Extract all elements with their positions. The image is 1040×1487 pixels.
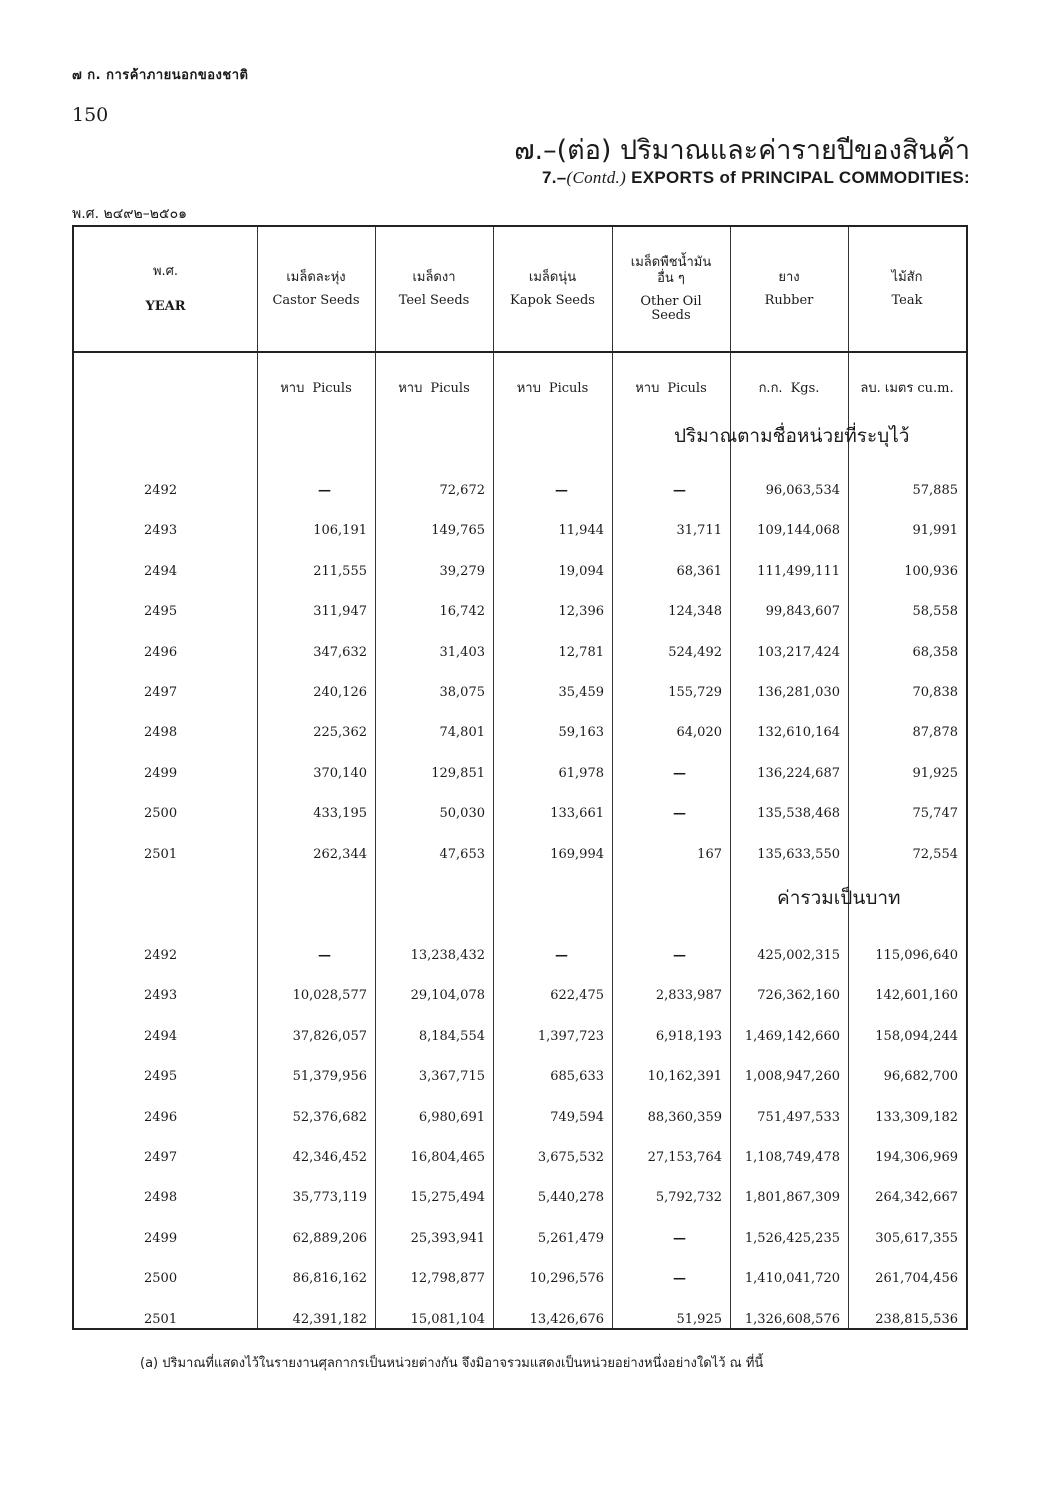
period-label: พ.ศ. ๒๔๙๒–๒๕๐๑: [72, 206, 188, 222]
value-cell: 72,554: [912, 846, 958, 862]
value-cell: 19,094: [558, 563, 604, 579]
value-cell: 99,843,607: [765, 604, 840, 620]
header-th: เมล็ดงา: [412, 270, 456, 285]
value-cell: 15,275,494: [410, 1190, 485, 1206]
table-row: [74, 1110, 966, 1130]
value-cell: 1,801,867,309: [744, 1190, 840, 1206]
value-cell: 12,781: [558, 644, 604, 660]
value-cell: 5,792,732: [655, 1190, 722, 1206]
value-cell: 111,499,111: [757, 563, 840, 579]
value-cell: 57,885: [912, 483, 958, 498]
year-cell: 2492: [144, 948, 178, 963]
value-cell: 25,393,941: [410, 1230, 485, 1246]
header-year-th: พ.ศ.: [152, 264, 179, 279]
header-en: Teak: [891, 293, 923, 308]
value-cell: 751,497,533: [757, 1109, 840, 1125]
value-cell: —: [673, 806, 686, 822]
value-cell: 39,279: [439, 563, 485, 579]
value-cell: 1,108,749,478: [744, 1150, 840, 1165]
year-cell: 2495: [144, 1069, 178, 1085]
value-cell: 37,826,057: [292, 1028, 367, 1044]
value-cell: 35,773,119: [292, 1190, 367, 1206]
value-cell: 51,379,956: [292, 1069, 367, 1085]
table-row: [74, 604, 966, 624]
unit-th: หาบ: [280, 381, 305, 396]
value-cell: 1,397,723: [537, 1028, 604, 1044]
header-en: Teel Seeds: [398, 293, 470, 308]
table-row: [74, 1190, 966, 1210]
value-cell: 96,682,700: [883, 1069, 958, 1085]
value-cell: 70,838: [912, 685, 958, 700]
value-cell: 6,980,691: [418, 1109, 485, 1125]
year-cell: 2493: [144, 988, 178, 1004]
value-cell: 16,804,465: [410, 1150, 485, 1165]
year-cell: 2498: [144, 725, 178, 741]
title-thai: ๗.–(ต่อ) ปริมาณและค่ารายปีของสินค้า: [514, 135, 970, 166]
year-cell: 2493: [144, 523, 178, 539]
header-teel-seeds: [375, 227, 493, 351]
header-th: ยาง: [778, 270, 800, 285]
value-cell: 31,403: [439, 644, 485, 660]
title-en-main: EXPORTS of PRINCIPAL COMMODITIES:: [626, 168, 970, 187]
value-cell: 52,376,682: [292, 1109, 367, 1125]
title-en-prefix: 7.–: [541, 168, 567, 187]
header-en: Castor Seeds: [272, 293, 360, 308]
unit-en: Piculs: [312, 381, 352, 396]
value-cell: 27,153,764: [647, 1150, 722, 1165]
table-row: [74, 564, 966, 584]
value-cell: 262,344: [313, 846, 367, 862]
table-row: [74, 806, 966, 826]
unit-label: [257, 377, 375, 397]
year-cell: 2498: [144, 1190, 178, 1206]
table-row: [74, 1150, 966, 1170]
year-cell: 2495: [144, 604, 178, 620]
value-cell: 240,126: [313, 685, 367, 700]
year-cell: 2494: [144, 1028, 178, 1044]
table-row: [74, 766, 966, 786]
unit-en: Piculs: [430, 381, 470, 396]
value-cell: 8,184,554: [418, 1028, 485, 1044]
value-cell: 11,944: [558, 523, 604, 539]
page-number: 150: [72, 104, 109, 126]
value-cell: 10,162,391: [647, 1069, 722, 1085]
year-cell: 2496: [144, 644, 178, 660]
value-cell: 2,833,987: [655, 988, 722, 1004]
value-cell: 425,002,315: [757, 948, 840, 963]
table-row: [74, 1271, 966, 1291]
value-cell: 129,851: [431, 765, 485, 781]
value-cell: —: [318, 948, 331, 963]
table-row: [74, 988, 966, 1008]
value-cell: 10,296,576: [529, 1271, 604, 1287]
title-english: [542, 168, 970, 188]
value-cell: 6,918,193: [655, 1028, 722, 1044]
table-row: [74, 948, 966, 968]
year-cell: 2501: [144, 1311, 178, 1327]
unit-en: Piculs: [548, 381, 589, 396]
value-cell: 347,632: [313, 644, 367, 660]
value-cell: 133,309,182: [875, 1109, 958, 1125]
value-cell: 142,601,160: [875, 988, 958, 1004]
value-cell: 58,558: [912, 604, 958, 620]
value-cell: 1,008,947,260: [744, 1069, 840, 1085]
unit-label: [730, 377, 848, 397]
value-cell: 16,742: [439, 604, 485, 620]
value-cell: 149,765: [431, 523, 485, 539]
value-cell: 136,224,687: [757, 765, 840, 781]
table-row: [74, 1029, 966, 1049]
value-cell: 38,075: [439, 685, 485, 700]
value-cell: 1,410,041,720: [744, 1271, 840, 1287]
table-row: [74, 645, 966, 665]
year-cell: 2499: [144, 1230, 178, 1246]
value-cell: 42,346,452: [292, 1150, 367, 1165]
table-row: [74, 1312, 966, 1332]
value-cell: 749,594: [550, 1109, 604, 1125]
value-cell: —: [555, 948, 568, 963]
value-cell: 50,030: [439, 806, 485, 822]
header-th: ไม้สัก: [891, 270, 923, 285]
exports-table: [72, 225, 968, 1330]
value-cell: 5,440,278: [537, 1190, 604, 1206]
value-cell: 238,815,536: [875, 1311, 958, 1327]
value-cell: 91,925: [912, 765, 958, 781]
value-cell: 59,163: [558, 725, 604, 741]
value-cell: 62,889,206: [292, 1230, 367, 1246]
title-en-contd: (Contd.): [566, 168, 627, 187]
year-cell: 2501: [144, 846, 178, 862]
header-rubber: [730, 227, 848, 351]
value-cell: 3,367,715: [418, 1069, 485, 1085]
value-cell: 109,144,068: [757, 523, 840, 539]
table-row: [74, 847, 966, 867]
value-cell: 68,358: [912, 644, 958, 660]
value-cell: 91,991: [912, 523, 958, 539]
value-cell: 1,526,425,235: [744, 1230, 840, 1246]
value-cell: 169,994: [550, 846, 604, 862]
value-cell: 264,342,667: [875, 1190, 958, 1206]
value-cell: 1,469,142,660: [744, 1028, 840, 1044]
value-cell: 225,362: [313, 725, 367, 741]
value-cell: 88,360,359: [647, 1109, 722, 1125]
value-cell: 68,361: [676, 563, 722, 579]
value-cell: 158,094,244: [875, 1028, 958, 1044]
value-cell: 106,191: [313, 523, 367, 539]
value-cell: 135,538,468: [757, 806, 840, 822]
header-teak: [848, 227, 966, 351]
value-cell: 433,195: [313, 806, 367, 822]
unit-label: [848, 377, 966, 397]
header-year: [74, 227, 257, 351]
unit-th: หาบ: [398, 381, 423, 396]
quantity-section-label: ปริมาณตามชื่อหน่วยที่ระบุไว้: [674, 425, 910, 447]
value-cell: 12,798,877: [410, 1271, 485, 1287]
value-cell: —: [673, 1230, 686, 1246]
value-cell: 72,672: [439, 483, 485, 498]
year-cell: 2496: [144, 1109, 178, 1125]
value-cell: 61,978: [558, 765, 604, 781]
value-cell: 124,348: [668, 604, 722, 620]
value-cell: 29,104,078: [410, 988, 485, 1004]
header-other-oil-seeds: [612, 227, 730, 351]
value-cell: 167: [697, 846, 722, 862]
header-en: Kapok Seeds: [510, 293, 595, 308]
value-cell: 74,801: [439, 725, 485, 741]
value-cell: 64,020: [676, 725, 722, 741]
value-cell: 685,633: [550, 1069, 604, 1085]
value-cell: 13,238,432: [410, 948, 485, 963]
header-rule: [74, 351, 966, 353]
header-year-en: YEAR: [145, 299, 186, 314]
unit-label: [612, 377, 730, 397]
value-cell: 51,925: [676, 1311, 722, 1327]
value-cell: 13,426,676: [529, 1311, 604, 1327]
unit-label: [375, 377, 493, 397]
value-cell: 5,261,479: [537, 1230, 604, 1246]
value-cell: —: [318, 483, 331, 498]
value-cell: 136,281,030: [757, 685, 840, 700]
value-cell: 47,653: [439, 846, 485, 862]
table-row: [74, 1231, 966, 1251]
unit-th: ลบ. เมตร: [860, 381, 914, 396]
value-cell: —: [673, 948, 686, 963]
year-cell: 2494: [144, 563, 178, 579]
header-en: Rubber: [764, 293, 814, 308]
value-cell: 103,217,424: [757, 644, 840, 660]
header-th: เมล็ดพืชน้ำมัน อื่น ๆ: [630, 255, 712, 286]
value-cell: 261,704,456: [875, 1271, 958, 1287]
header-th: เมล็ดนุ่น: [528, 270, 577, 285]
unit-en: Piculs: [667, 381, 707, 396]
footnote: (a) ปริมาณที่แสดงไว้ในรายงานศุลกากรเป็นหน่วยต่างกัน จึงมิอาจรวมแสดงเป็นหน่วยอย่างหนึ่งอย่างใดไว้ ณ ที่นี้: [140, 1356, 764, 1371]
value-cell: 135,633,550: [757, 846, 840, 862]
value-cell: 31,711: [676, 523, 722, 539]
year-cell: 2500: [144, 1271, 178, 1287]
table-row: [74, 483, 966, 503]
running-head: ๗ ก. การค้าภายนอกของชาติ: [72, 68, 249, 83]
value-cell: 96,063,534: [765, 483, 840, 498]
table-row: [74, 1069, 966, 1089]
value-cell: 370,140: [313, 765, 367, 781]
value-cell: 311,947: [313, 604, 367, 620]
table-row: [74, 725, 966, 745]
unit-th: หาบ: [635, 381, 660, 396]
value-cell: 115,096,640: [875, 948, 958, 963]
header-castor-seeds: [257, 227, 375, 351]
value-section-label: ค่ารวมเป็นบาท: [777, 887, 901, 909]
value-cell: —: [673, 1271, 686, 1287]
value-cell: 524,492: [668, 644, 722, 660]
value-cell: 305,617,355: [875, 1230, 958, 1246]
value-cell: 100,936: [904, 563, 958, 579]
header-en: Other Oil Seeds: [640, 294, 702, 323]
header-th: เมล็ดละหุ่ง: [286, 270, 346, 285]
year-cell: 2492: [144, 483, 178, 498]
year-cell: 2497: [144, 685, 178, 700]
value-cell: 1,326,608,576: [744, 1311, 840, 1327]
value-cell: 42,391,182: [292, 1311, 367, 1327]
value-cell: 726,362,160: [757, 988, 840, 1004]
value-cell: 12,396: [558, 604, 604, 620]
value-cell: 10,028,577: [292, 988, 367, 1004]
year-cell: 2500: [144, 806, 178, 822]
header-kapok-seeds: [493, 227, 612, 351]
value-cell: 87,878: [912, 725, 958, 741]
table-row: [74, 523, 966, 543]
table-row: [74, 685, 966, 705]
value-cell: 3,675,532: [537, 1150, 604, 1165]
value-cell: —: [673, 765, 686, 781]
unit-en: cu.m.: [917, 381, 954, 396]
year-cell: 2497: [144, 1150, 178, 1165]
unit-th: หาบ: [516, 381, 541, 396]
value-cell: 132,610,164: [757, 725, 840, 741]
value-cell: 75,747: [912, 806, 958, 822]
value-cell: —: [555, 483, 568, 498]
unit-th: ก.ก.: [758, 381, 783, 396]
value-cell: 35,459: [558, 685, 604, 700]
value-cell: 211,555: [313, 563, 367, 579]
value-cell: 15,081,104: [410, 1311, 485, 1327]
value-cell: 86,816,162: [292, 1271, 367, 1287]
unit-label: [493, 377, 612, 397]
value-cell: 194,306,969: [875, 1150, 958, 1165]
value-cell: 155,729: [668, 685, 722, 700]
year-cell: 2499: [144, 765, 178, 781]
value-cell: 622,475: [550, 988, 604, 1004]
value-cell: 133,661: [550, 806, 604, 822]
value-cell: —: [673, 483, 686, 498]
unit-en: Kgs.: [790, 381, 820, 396]
